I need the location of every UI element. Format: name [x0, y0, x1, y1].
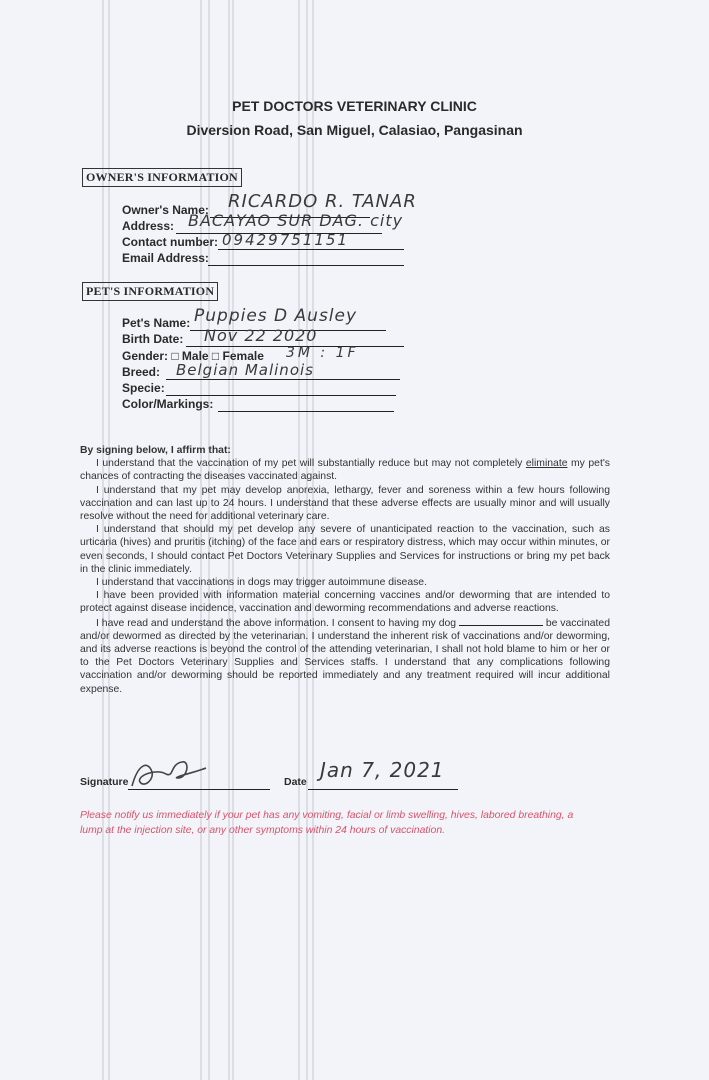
- field-value: Nov 22 2020: [204, 326, 318, 345]
- consent-paragraph: I understand that should my pet develop any severe of unanticipated reaction to the vaccination, such as urticaria (hives) and pruritis (itching) of the face and ears or respiratory distress, which may occur within minutes, or even seconds, I should contact Pet Doctors Veterinary Supplies and Services for instructions or bring my pet back in the clinic immediately.: [80, 524, 610, 575]
- field-value: RICARDO R. TANAR: [228, 191, 417, 212]
- clinic-address: Diversion Road, San Miguel, Calasiao, Pangasinan: [186, 122, 523, 138]
- consent-paragraph: I have read and understand the above information. I consent to having my dog be vaccinated and/or dewormed as directed by the veterinarian. I understand the inherent risk of vaccinations and/or deworming, and its adverse reactions is beyond the control of the attending veterinarian, I shall not hold blame to him or her or to the Pet Doctors Veterinary Supplies and Services staffs. I understand that any complications following vaccination and/or deworming should be reported immediately and any treatment required will incur additional expense.: [80, 617, 610, 695]
- field-label: Breed:: [122, 365, 161, 379]
- consent-paragraph: I understand that my pet may develop anorexia, lethargy, fever and soreness within a few hours following vaccination and can last up to 24 hours. I understand that these adverse effects are usually minor and will usually resolve without the need for additional veterinary care.: [80, 484, 610, 523]
- date-value: Jan 7, 2021: [320, 758, 445, 782]
- field-label: Birth Date:: [122, 332, 184, 346]
- date-label: Date: [284, 776, 307, 788]
- email-address-field[interactable]: [122, 251, 404, 267]
- field-label: Email Address:: [122, 251, 209, 265]
- field-label: Gender: □ Male □ Female: [122, 349, 264, 363]
- breed-field[interactable]: [122, 361, 412, 381]
- post-vaccination-notice: Please notify us immediately if your pet has any vomiting, facial or limb swelling, hives, labored breathing, a lump at the injection site, or any other symptoms within 24 hours of vaccination.: [80, 810, 574, 836]
- clinic-name: PET DOCTORS VETERINARY CLINIC: [232, 98, 477, 114]
- consent-paragraph: I have been provided with information material concerning vaccines and/or deworming that are intended to protect against disease incidence, vaccination and deworming recommendations and adverse reactions.: [80, 590, 610, 615]
- signature-label: Signature: [80, 776, 129, 788]
- field-label: Pet's Name:: [122, 316, 191, 330]
- signature-row: [80, 758, 480, 794]
- owners-information-heading: OWNER'S INFORMATION: [82, 168, 242, 187]
- consent-paragraph: I understand that vaccinations in dogs may trigger autoimmune disease.: [96, 577, 427, 589]
- field-label: Specie:: [122, 381, 165, 395]
- field-label: Address:: [122, 219, 175, 233]
- field-value: Puppies D Ausley: [194, 306, 358, 326]
- consent-paragraph: I understand that the vaccination of my pet will substantially reduce but may not completely eliminate my pet's chances of contracting the diseases vaccinated against.: [80, 458, 611, 483]
- specie-field[interactable]: [122, 381, 412, 397]
- field-value: BACAYAO SUR DAG. city: [188, 211, 404, 230]
- dog-name-blank[interactable]: [459, 616, 543, 626]
- contact-number-field[interactable]: [122, 231, 404, 251]
- pets-information-heading: PET'S INFORMATION: [82, 282, 218, 301]
- consent-lead: By signing below, I affirm that:: [80, 445, 231, 456]
- field-label: Color/Markings:: [122, 397, 214, 411]
- field-label: Owner's Name:: [122, 203, 209, 217]
- field-value: Belgian Malinois: [176, 361, 314, 379]
- field-value: 3M : 1F: [286, 345, 359, 361]
- field-label: Contact number:: [122, 235, 218, 249]
- consent-statement: [80, 444, 610, 696]
- color-markings-field[interactable]: [122, 397, 412, 413]
- date-line[interactable]: [308, 789, 458, 790]
- field-value: 09429751151: [222, 231, 349, 249]
- birth-date-field[interactable]: [122, 326, 412, 348]
- handwritten-signature: [126, 754, 216, 794]
